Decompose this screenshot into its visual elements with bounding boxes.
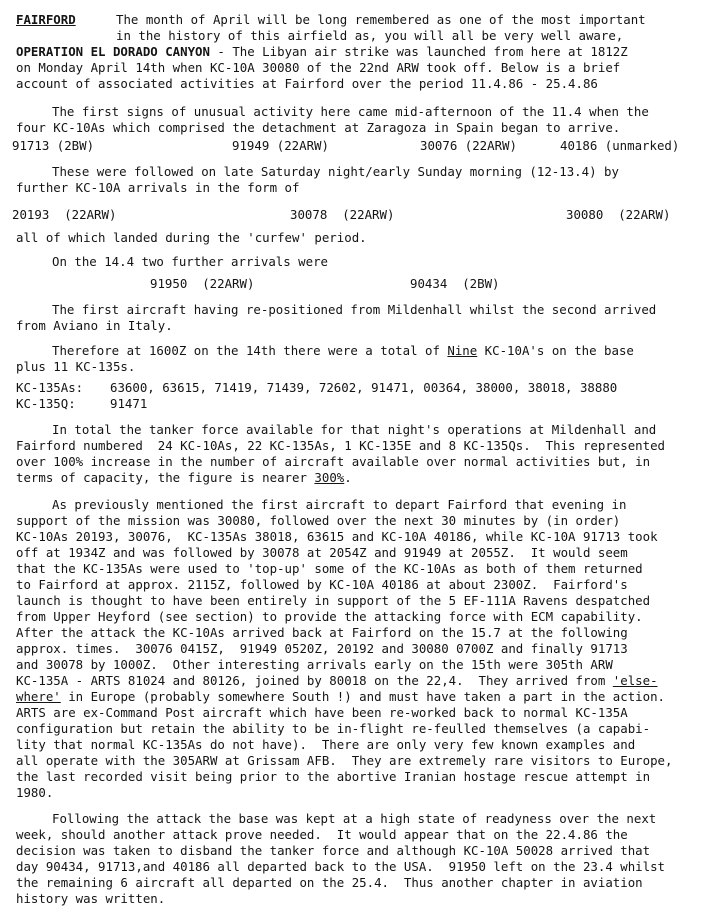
previously-line: support of the mission was 30080, followed over the next 30 minutes by (in order) xyxy=(16,513,621,528)
capacity-figure: 300% xyxy=(314,470,345,485)
previously-line: After the attack the KC-10As arrived back at Fairford on the 15.7 at the following xyxy=(16,625,628,640)
elsewhere-word-part2: where' xyxy=(16,689,61,704)
previously-line: to Fairford at approx. 2115Z, followed by KC-10A 40186 at about 2300Z. Fairford's xyxy=(16,577,628,592)
previously-line: As previously mentioned the first aircraft to depart Fairford that evening in xyxy=(52,497,627,512)
tanker-line-3: over 100% increase in the number of aircraft available over normal activities but, in xyxy=(16,454,651,469)
arts-line: lity that normal KC-135As do not have). There are only very few known examples and xyxy=(16,737,636,752)
first-signs-line-2: four KC-10As which comprised the detachment at Zaragoza in Spain began to arrive. xyxy=(16,120,621,135)
kc135a-label: KC-135As: xyxy=(16,380,84,395)
elsewhere-line xyxy=(16,689,665,705)
arts-line: 1980. xyxy=(16,785,54,800)
intro-line-2: in the history of this airfield as, you will all be very well aware, xyxy=(116,28,624,43)
previously-line: that the KC-135As were used to 'top-up' some of the KC-10As as both of them returned xyxy=(16,561,643,576)
following-line: Following the attack the base was kept at a high state of readyness over the next xyxy=(52,811,657,826)
aircraft-entry: 30080 (22ARW) xyxy=(566,207,671,222)
on-14-4-line: On the 14.4 two further arrivals were xyxy=(52,254,329,269)
arts-line: configuration but retain the ability to be in-flight re-feulled themselves (a capabi- xyxy=(16,721,651,736)
station-heading: FAIRFORD xyxy=(16,12,76,27)
operation-name: OPERATION EL DORADO CANYON xyxy=(16,44,210,59)
elsewhere-line-text: in Europe (probably somewhere South !) and must have taken a part in the action. xyxy=(60,689,666,704)
kc135a-values: 63600, 63615, 71419, 71439, 72602, 91471, 00364, 38000, 38018, 38880 xyxy=(110,380,618,395)
previously-line: from Upper Heyford (see section) to provide the attacking force with ECM capability. xyxy=(16,609,643,624)
first-signs-line-1: The first signs of unusual activity here came mid-afternoon of the 11.4 when the xyxy=(52,104,649,119)
kc135q-label: KC-135Q: xyxy=(16,396,76,411)
aircraft-entry: 91713 (2BW) xyxy=(12,138,95,153)
intro-line-5: account of associated activities at Fairford over the period 11.4.86 - 25.4.86 xyxy=(16,76,598,91)
arts-line: all operate with the 305ARW at Grissam AFB. They are extremely rare visitors to Europe, xyxy=(16,753,673,768)
arts-line: ARTS are ex-Command Post aircraft which have been re-worked back to normal KC-135A xyxy=(16,705,628,720)
following-line: history was written. xyxy=(16,891,166,906)
intro-line-1: The month of April will be long remembered as one of the most important xyxy=(116,12,646,27)
previously-line: approx. times. 30076 0415Z, 91949 0520Z, 20192 and 30080 0700Z and finally 91713 xyxy=(16,641,628,656)
therefore-line-2: plus 11 KC-135s. xyxy=(16,359,136,374)
previously-line xyxy=(16,673,658,689)
previously-line: KC-10As 20193, 30076, KC-135As 38018, 63615 and KC-10A 40186, while KC-10A 91713 took xyxy=(16,529,658,544)
intro-line-3 xyxy=(16,44,628,60)
therefore-text-end: KC-10A's on the base xyxy=(477,343,634,358)
tanker-line-4-end: . xyxy=(344,470,352,485)
nine-count: Nine xyxy=(447,343,478,358)
therefore-text: Therefore at 1600Z on the 14th there were a total of xyxy=(52,343,448,358)
following-line: the remaining 6 aircraft all departed on the 25.4. Thus another chapter in aviation xyxy=(16,875,643,890)
aircraft-entry: 30076 (22ARW) xyxy=(420,138,517,153)
arts-line: the last recorded visit being prior to the abortive Iranian hostage rescue attempt in xyxy=(16,769,651,784)
kc135q-values: 91471 xyxy=(110,396,148,411)
aircraft-entry: 91949 (22ARW) xyxy=(232,138,329,153)
tanker-line-2: Fairford numbered 24 KC-10As, 22 KC-135As, 1 KC-135E and 8 KC-135Qs. This represented xyxy=(16,438,666,453)
following-line: decision was taken to disband the tanker force and although KC-10A 50028 arrived that xyxy=(16,843,651,858)
aircraft-entry: 20193 (22ARW) xyxy=(12,207,117,222)
previously-line: and 30078 by 1000Z. Other interesting arrivals early on the 15th were 305th ARW xyxy=(16,657,613,672)
tanker-line-4-text: terms of capacity, the figure is nearer xyxy=(16,470,315,485)
previously-line: off at 1934Z and was followed by 30078 at 2054Z and 91949 at 2055Z. It would seem xyxy=(16,545,628,560)
aircraft-entry: 30078 (22ARW) xyxy=(290,207,395,222)
first-aircraft-line-1: The first aircraft having re-positioned from Mildenhall whilst the second arrived xyxy=(52,302,657,317)
tanker-line-1: In total the tanker force available for that night's operations at Mildenhall and xyxy=(52,422,657,437)
aircraft-entry: 90434 (2BW) xyxy=(410,276,500,291)
elsewhere-word-part1: 'else- xyxy=(612,673,658,688)
previously-line: launch is thought to have been entirely in support of the 5 EF-111A Ravens despatched xyxy=(16,593,651,608)
curfew-line: all of which landed during the 'curfew' period. xyxy=(16,230,367,245)
aircraft-entry: 91950 (22ARW) xyxy=(150,276,255,291)
followed-line-1: These were followed on late Saturday night/early Sunday morning (12-13.4) by xyxy=(52,164,619,179)
intro-line-3-rest: - The Libyan air strike was launched from here at 1812Z xyxy=(209,44,628,59)
first-aircraft-line-2: from Aviano in Italy. xyxy=(16,318,173,333)
therefore-line-1 xyxy=(52,343,634,359)
tanker-line-4 xyxy=(16,470,352,486)
following-line: day 90434, 91713,and 40186 all departed back to the USA. 91950 left on the 23.4 whilst xyxy=(16,859,666,874)
followed-line-2: further KC-10A arrivals in the form of xyxy=(16,180,300,195)
intro-line-4: on Monday April 14th when KC-10A 30080 of the 22nd ARW took off. Below is a brief xyxy=(16,60,621,75)
following-line: week, should another attack prove needed. It would appear that on the 22.4.86 the xyxy=(16,827,628,842)
previously-line-text: KC-135A - ARTS 81024 and 80126, joined by 80018 on the 22,4. They arrived from xyxy=(16,673,613,688)
aircraft-entry: 40186 (unmarked) xyxy=(560,138,680,153)
